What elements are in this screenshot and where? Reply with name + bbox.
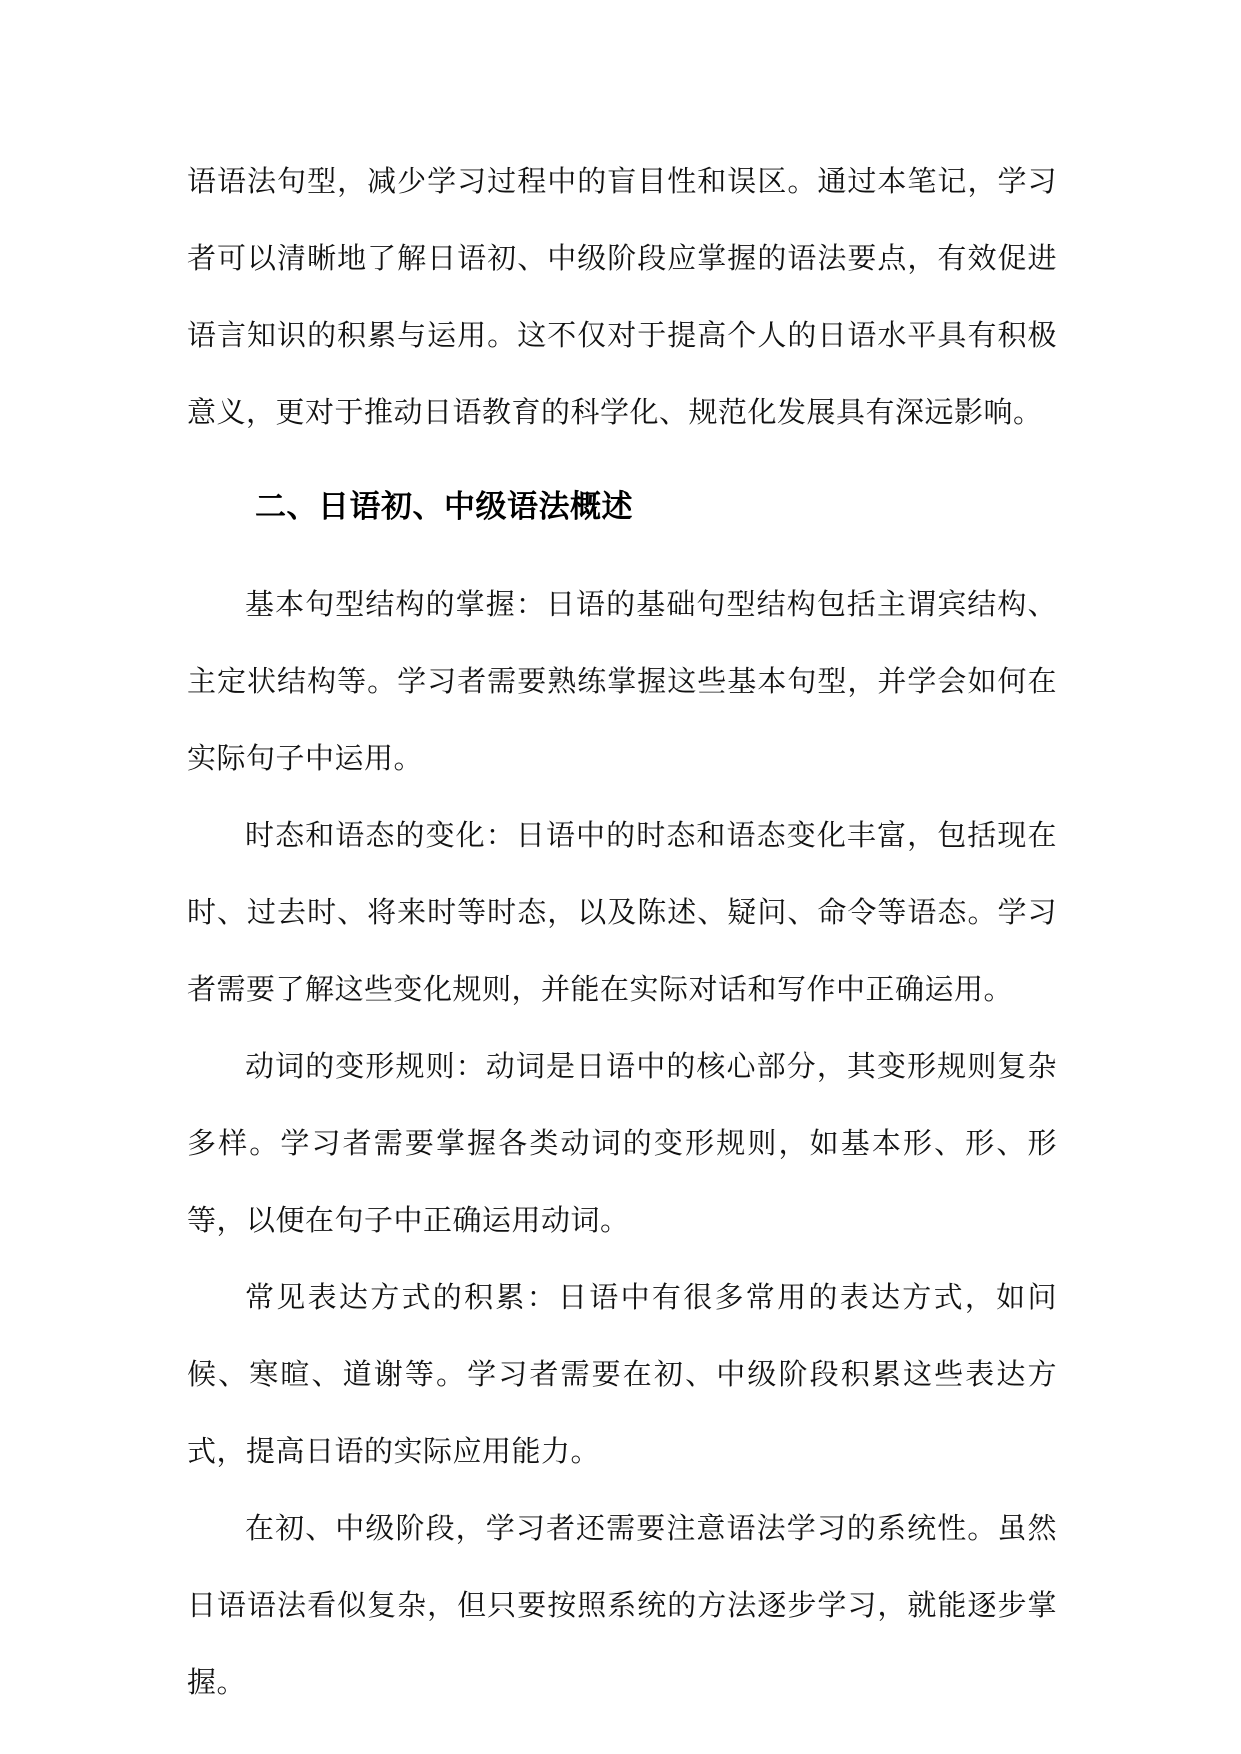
paragraph-tense-voice: 时态和语态的变化：日语中的时态和语态变化丰富，包括现在时、过去时、将来时等时态，以及陈述、疑问、命令等语态。学习者需要了解这些变化规则，并能在实际对话和写作中正确运用。 — [187, 818, 1057, 1006]
document-body — [187, 143, 1057, 1721]
paragraph-common-expressions: 常见表达方式的积累：日语中有很多常用的表达方式，如问候、寒暄、道谢等。学习者需要在初、中级阶段积累这些表达方式，提高日语的实际应用能力。 — [187, 1280, 1057, 1468]
paragraph-verb-conjugation: 动词的变形规则：动词是日语中的核心部分，其变形规则复杂多样。学习者需要掌握各类动词的变形规则，如基本形、形、形等，以便在句子中正确运用动词。 — [187, 1049, 1057, 1237]
section-heading: 二、日语初、中级语法概述 — [255, 489, 633, 525]
paragraph-systematic-learning: 在初、中级阶段，学习者还需要注意语法学习的系统性。虽然日语语法看似复杂，但只要按照系统的方法逐步学习，就能逐步掌握。 — [187, 1511, 1057, 1699]
paragraph-sentence-structure: 基本句型结构的掌握：日语的基础句型结构包括主谓宾结构、主定状结构等。学习者需要熟练掌握这些基本句型，并学会如何在实际句子中运用。 — [187, 587, 1057, 775]
intro-paragraph: 语语法句型，减少学习过程中的盲目性和误区。通过本笔记，学习者可以清晰地了解日语初、中级阶段应掌握的语法要点，有效促进语言知识的积累与运用。这不仅对于提高个人的日语水平具有积极意义，更对于推动日语教育的科学化、规范化发展具有深远影响。 — [187, 164, 1057, 429]
